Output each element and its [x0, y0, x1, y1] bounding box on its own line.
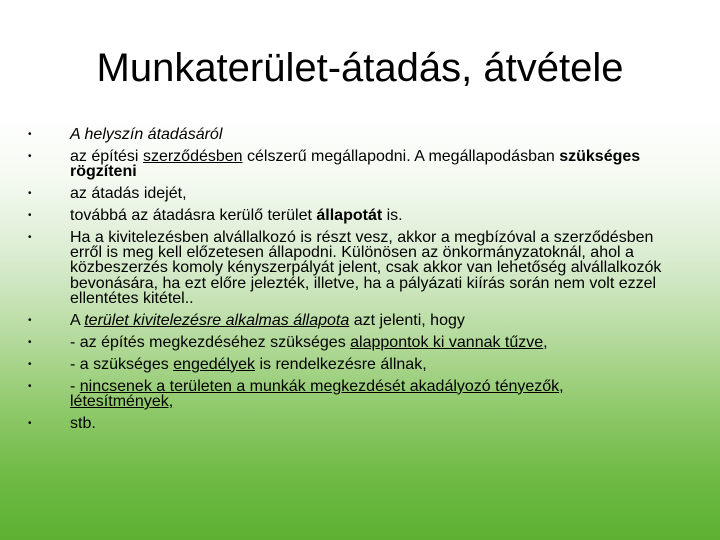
item-text: A helyszín átadásáról: [70, 126, 223, 143]
list-item: [28, 335, 668, 350]
item-text: is rendelkezésre állnak,: [255, 355, 427, 373]
bullet-icon: •: [28, 314, 32, 326]
item-underlined-text: nincsenek a területen a munkák megkezdését akadályozó tényezők, létesítmények,: [70, 377, 564, 410]
bullet-icon: •: [28, 417, 32, 429]
list-item: [28, 313, 668, 328]
bullet-icon: •: [28, 336, 32, 348]
item-text: Ha a kivitelezésben alvállalkozó is részt vesz, akkor a megbízóval a szerződésben erről is meg kell előzetesen állapodni. Különösen az önkormányzatoknál, ahol a közbeszerzés komoly kényszerpályát jelent, csak akkor van lehetőség alvállalkozók bevonására, ha ezt előre jelezték, illetve, ha a pályázati kiírás során nem volt ezzel ellentétes kitétel..: [70, 228, 662, 308]
item-text: célszerű megállapodni. A megállapodásban: [242, 147, 560, 165]
bullet-icon: •: [28, 358, 32, 370]
list-item: [28, 208, 668, 223]
list-item: [28, 127, 668, 142]
item-text: azt jelenti, hogy: [349, 311, 465, 329]
bullet-icon: •: [28, 380, 32, 392]
item-text: továbbá az átadásra kerülő terület: [70, 206, 317, 224]
bullet-icon: •: [28, 150, 32, 162]
list-item: [28, 230, 668, 306]
item-text: - az építés megkezdéséhez szükséges: [70, 333, 351, 351]
item-underlined-text: alappontok ki vannak tűzve: [350, 333, 544, 351]
item-bold-text: állapotát: [316, 206, 383, 224]
bullet-icon: •: [28, 231, 32, 243]
list-item: [28, 149, 668, 180]
item-underlined-text: szerződésben: [142, 147, 243, 165]
list-item: [28, 186, 668, 201]
bullet-icon: •: [28, 209, 32, 221]
item-text: az építési: [70, 147, 143, 165]
bullet-list: [28, 127, 668, 438]
item-underlined-text: engedélyek: [173, 355, 255, 373]
item-text: ,: [543, 333, 548, 351]
bullet-icon: •: [28, 129, 32, 140]
item-underlined-text: terület kivitelezésre alkalmas állapota: [84, 311, 350, 329]
item-text: -: [70, 377, 80, 395]
slide-title: Munkaterület-átadás, átvétele: [96, 46, 624, 90]
item-text: is.: [382, 206, 403, 224]
item-text: A: [70, 311, 85, 329]
item-text: az átadás idejét,: [70, 185, 187, 203]
bullet-icon: •: [28, 188, 32, 200]
list-item: [28, 357, 668, 372]
item-bold-text: szükséges rögzíteni: [70, 147, 641, 181]
list-item: [28, 379, 668, 410]
item-text: stb.: [70, 414, 96, 432]
item-text: - a szükséges: [70, 355, 174, 373]
list-item: [28, 416, 668, 431]
